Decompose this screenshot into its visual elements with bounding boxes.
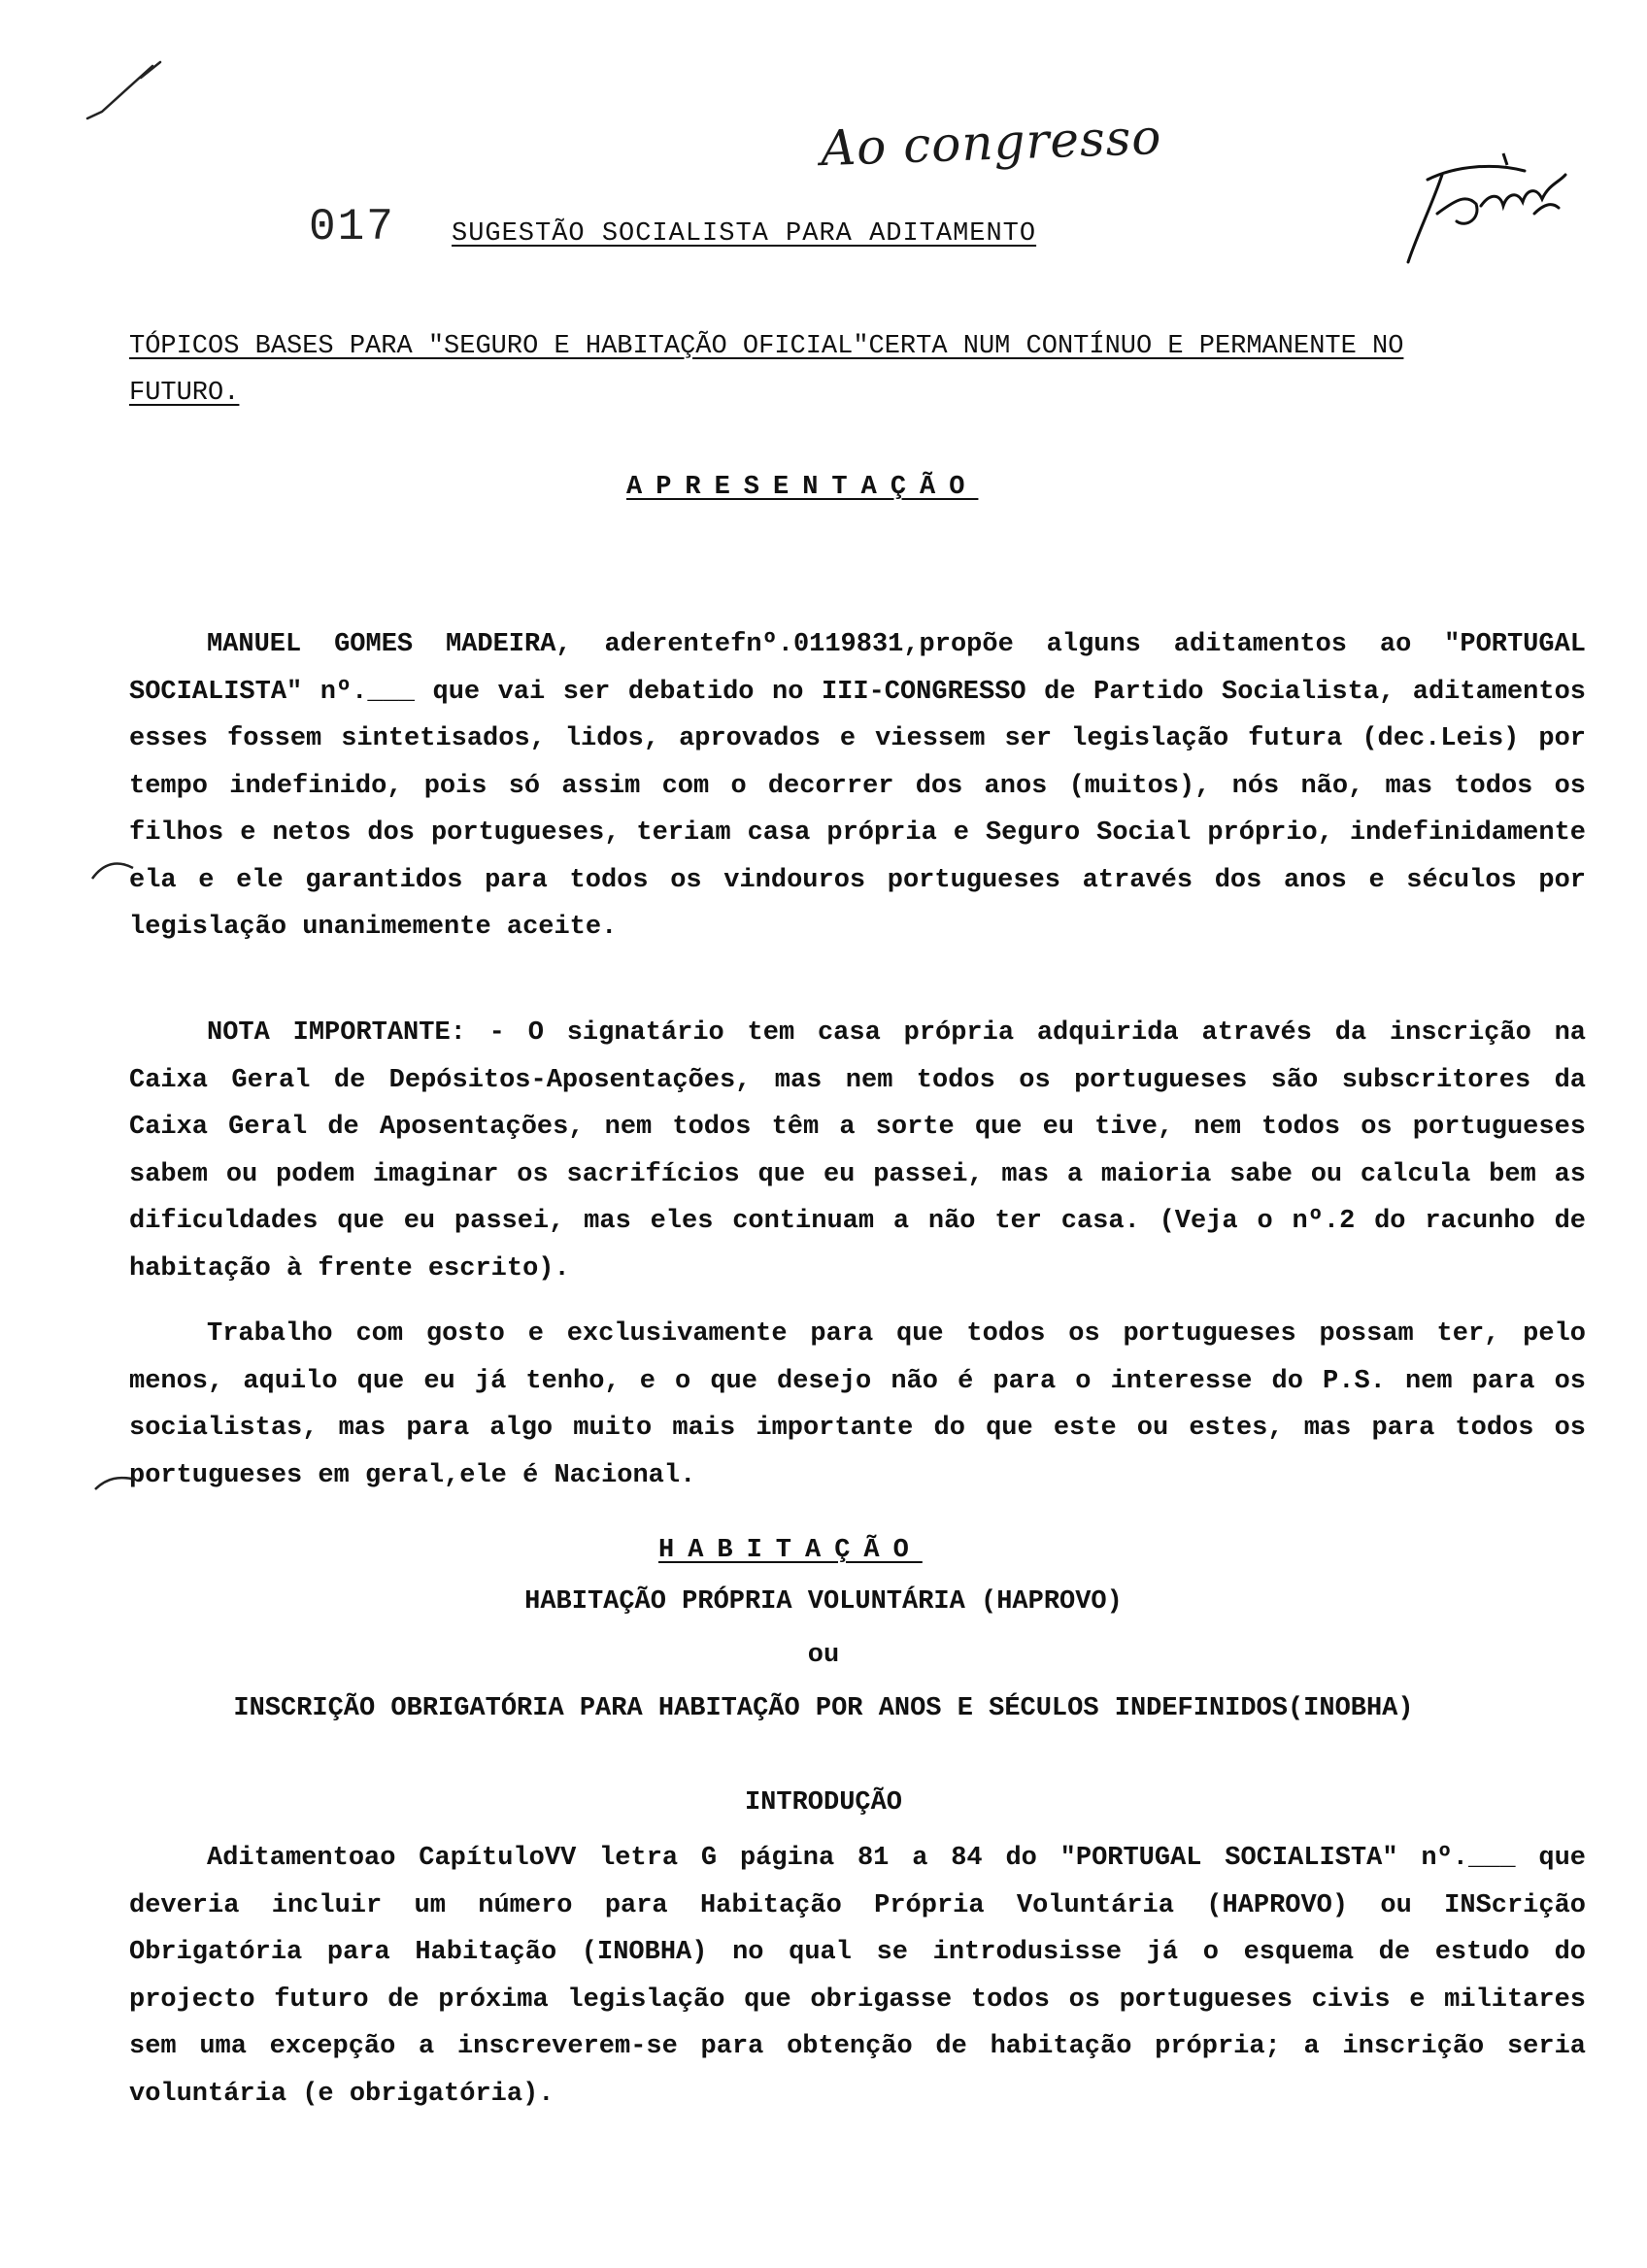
- margin-mark: [92, 1468, 141, 1497]
- heading-introducao: INTRODUÇÃO: [744, 1788, 903, 1818]
- habitacao-subtitle: HABITAÇÃO PRÓPRIA VOLUNTÁRIA (HAPROVO): [524, 1587, 1123, 1617]
- paragraph-trabalho: Trabalho com gosto e exclusivamente para que todos os portugueses possam ter, pelo menos, aquilo que eu já tenho, e o que desejo não é para o interesse do P.S. nem para os socialistas, mas para algo muito mais importante do que este ou estes, mas para todos os portugueses em geral,ele é Nacional.: [129, 1319, 1586, 1490]
- signature: [1389, 146, 1573, 267]
- heading-apresentacao: APRESENTAÇÃO: [626, 473, 979, 502]
- paragraph-nota-importante: NOTA IMPORTANTE: - O signatário tem casa própria adquirida através da inscrição na Caixa Geral de Depósitos-Aposentações, mas nem todos os portugueses são subscritores da Caixa Geral de Aposentações, nem todos têm a sorte que eu tive, nem todos os portugueses sabem ou podem imaginar os sacrifícios que eu passei, mas a maioria sabe ou calcula bem as dificuldades que eu passei, mas eles continuam a não ter casa. (Veja o nº.2 do racunho de habitação à frente escrito).: [129, 1018, 1586, 1284]
- or-connector: ou: [807, 1641, 840, 1670]
- heading-habitacao: HABITAÇÃO: [658, 1536, 923, 1565]
- pen-mark: [83, 58, 170, 126]
- subtitle-text: TÓPICOS BASES PARA "SEGURO E HABITAÇÃO OFICIAL"CERTA NUM CONTÍNUO E PERMANENTE NO FUTURO.: [129, 332, 1404, 408]
- paragraph-apresentacao: MANUEL GOMES MADEIRA, aderentefnº.0119831,propõe alguns aditamentos ao "PORTUGAL SOCIALISTA" nº.___ que vai ser debatido no III-CONGRESSO de Partido Socialista, aditamentos esses fossem sintetisados, lidos, aprovados e viessem ser legislação futura (dec.Leis) por tempo indefinido, pois só assim com o decorrer dos anos (muitos), nós não, mas todos os filhos e netos dos portugueses, teriam casa própria e Seguro Social próprio, indefinidamente ela e ele garantidos para todos os vindouros portugueses através dos anos e séculos por legislação unanimemente aceite.: [129, 630, 1586, 942]
- document-title: SUGESTÃO SOCIALISTA PARA ADITAMENTO: [452, 219, 1037, 249]
- document-subtitle: [129, 323, 1518, 417]
- inscricao-subtitle: INSCRIÇÃO OBRIGATÓRIA PARA HABITAÇÃO POR ANOS E SÉCULOS INDEFINIDOS(INOBHA): [233, 1694, 1414, 1723]
- paragraph-introducao: Aditamentoao CapítuloVV letra G página 81 a 84 do "PORTUGAL SOCIALISTA" nº.___ que deveria incluir um número para Habitação Própria Voluntária (HAPROVO) ou INScrição Obrigatória para Habitação (INOBHA) no qual se introdusisse já o esquema de estudo do projecto futuro de próxima legislação que obrigasse todos os portugueses civis e militares sem uma excepção a inscreverem-se para obtenção de habitação própria; a inscrição seria voluntária (e obrigatória).: [129, 1844, 1586, 2109]
- handwritten-note: Ao congresso: [820, 108, 1163, 178]
- page-number: 017: [309, 202, 395, 252]
- margin-mark: [89, 854, 138, 884]
